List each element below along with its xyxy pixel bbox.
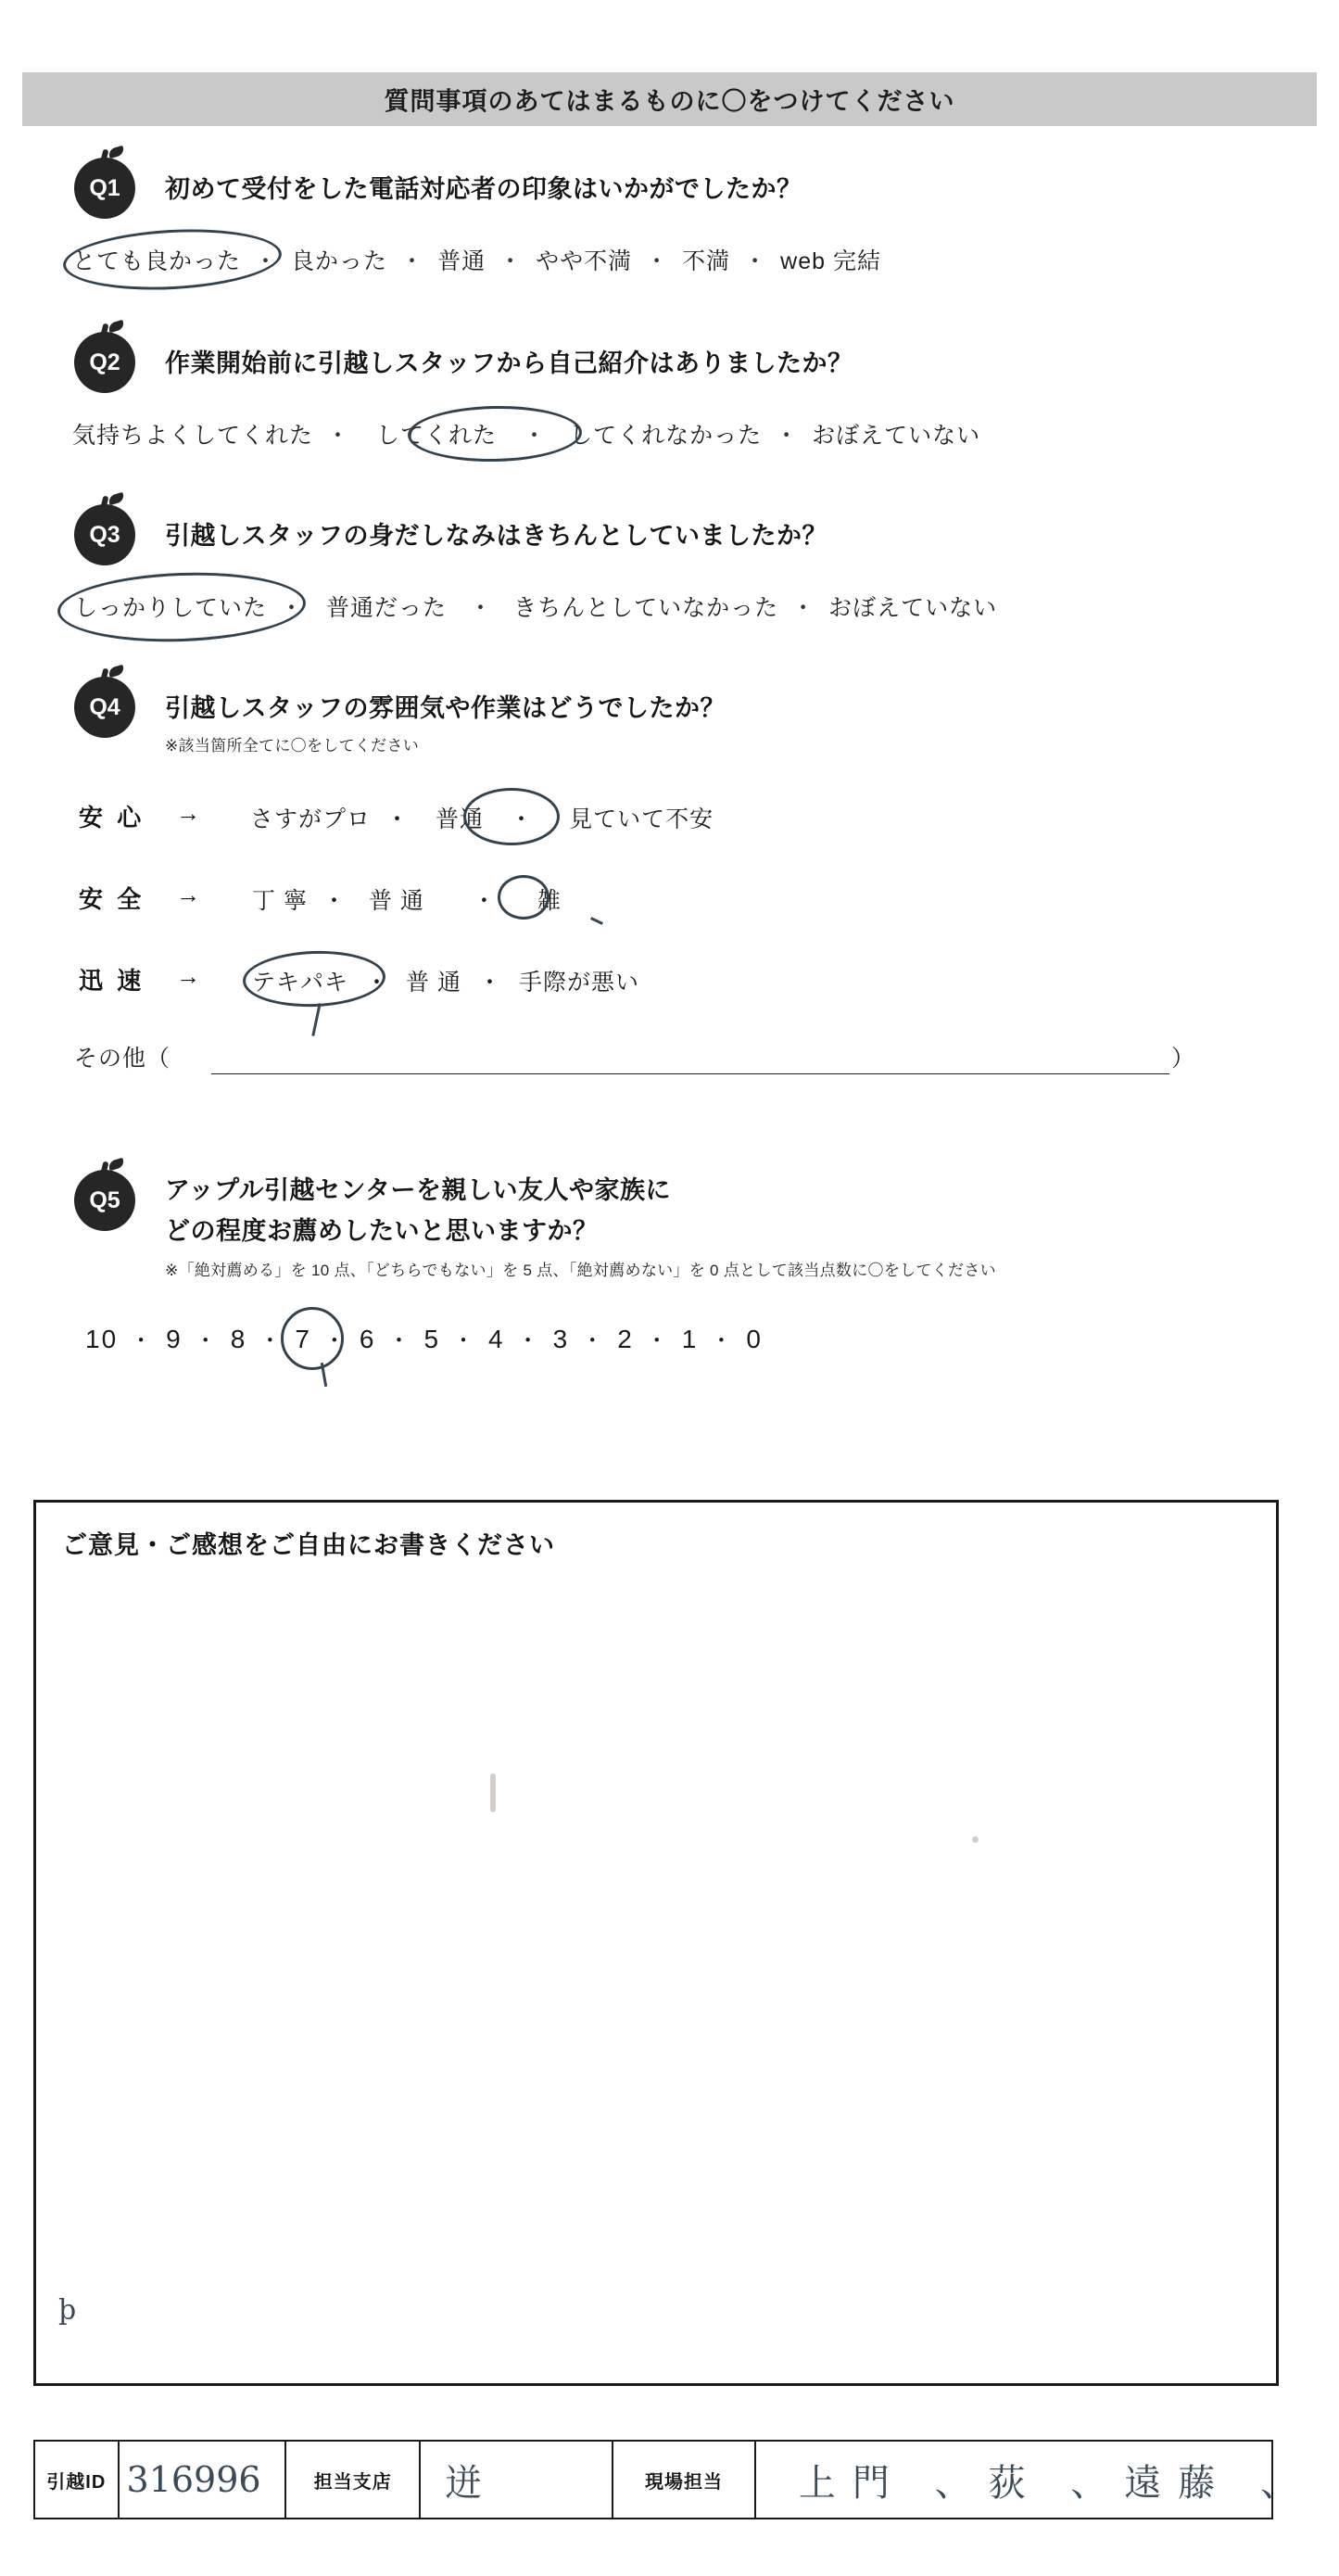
sep: ・ xyxy=(791,595,816,621)
sep: ・ xyxy=(510,806,535,832)
sep: ・ xyxy=(477,970,502,996)
q4-row2-arrow: → xyxy=(176,962,200,990)
sep: ・ xyxy=(322,888,347,914)
sep: ・ xyxy=(581,1328,606,1353)
q4-row0-options xyxy=(250,801,714,834)
q1-option-1[interactable]: 良かった xyxy=(291,248,388,274)
comment-label: ご意見・ご感想をご自由にお書きください xyxy=(62,1531,555,1559)
q3-option-3[interactable]: おぼえていない xyxy=(828,595,998,621)
q1-title: 初めて受付をした電話対応者の印象はいかがでしたか？ xyxy=(165,175,802,203)
badge-q3: Q3 xyxy=(74,504,135,565)
q4-row2-option-2[interactable]: 手際が悪い xyxy=(519,970,640,996)
sep: ・ xyxy=(499,248,524,274)
footer-branch-label: 担当支店 xyxy=(313,2471,392,2493)
sep: ・ xyxy=(452,1328,477,1353)
q4-row2-handwritten-tail xyxy=(311,1003,321,1036)
q5-scale-7[interactable]: 7 xyxy=(295,1325,311,1353)
badge-q1: Q1 xyxy=(74,158,135,219)
footer-branch-value-cell[interactable] xyxy=(421,2442,613,2518)
sep: ・ xyxy=(280,595,305,621)
q3-options xyxy=(74,590,997,623)
sep: ・ xyxy=(469,595,494,621)
q5-scale-5[interactable]: 5 xyxy=(423,1325,441,1353)
q3-title: 引越しスタッフの身だしなみはきちんとしていましたか？ xyxy=(165,522,827,550)
q4-row1-option-2[interactable]: 雑 xyxy=(537,888,562,914)
footer-id-value: 316996 xyxy=(126,2459,261,2500)
sep: ・ xyxy=(743,248,768,274)
q4-row0-option-0[interactable]: さすがプロ xyxy=(250,806,372,832)
comment-ink-mark: þ xyxy=(58,2294,77,2327)
q1-option-3[interactable]: やや不満 xyxy=(536,248,633,274)
sep: ・ xyxy=(523,423,548,449)
footer-staff-label: 現場担当 xyxy=(644,2471,723,2493)
sep: ・ xyxy=(322,1328,347,1353)
footer-staff-value: 上門 、荻 、遠藤 、 xyxy=(798,2461,1315,2505)
q4-row1-options xyxy=(252,882,562,916)
q4-row1-handwritten-tail xyxy=(590,917,603,925)
q4-row1-option-0[interactable]: 丁 寧 xyxy=(252,888,308,914)
q5-handwritten-tail xyxy=(321,1363,327,1387)
sep: ・ xyxy=(400,248,425,274)
sep: ・ xyxy=(326,423,351,449)
q4-other-label: その他（ xyxy=(74,1046,171,1072)
q4-row0-option-1[interactable]: 普通 xyxy=(436,806,485,832)
q4-row0-arrow: → xyxy=(176,799,200,827)
paper-speck xyxy=(972,1836,979,1843)
q4-row0-label: 安 心 xyxy=(79,804,145,831)
q4-row2-option-1[interactable]: 普 通 xyxy=(406,970,461,996)
footer-staff-cell xyxy=(613,2442,756,2518)
sep: ・ xyxy=(259,1328,284,1353)
q4-row2-options xyxy=(252,964,639,997)
q2-options xyxy=(72,417,980,450)
q4-other-close: ） xyxy=(1171,1046,1196,1072)
q4-row1-label: 安 全 xyxy=(79,885,145,913)
q5-scale-9[interactable]: 9 xyxy=(166,1325,183,1353)
sep: ・ xyxy=(385,806,411,832)
header-band xyxy=(22,72,1317,126)
q4-title: 引越しスタッフの雰囲気や作業はどうでしたか？ xyxy=(165,694,726,722)
badge-q4: Q4 xyxy=(74,677,135,738)
q2-option-2[interactable]: してくれなかった xyxy=(569,423,763,449)
paper-speck xyxy=(490,1773,496,1812)
footer-staff-value-cell[interactable] xyxy=(756,2442,1315,2518)
footer-row xyxy=(33,2440,1315,2519)
q3-option-2[interactable]: きちんとしていなかった xyxy=(513,595,779,621)
comment-box[interactable] xyxy=(33,1500,1279,2386)
q3-option-1[interactable]: 普通だった xyxy=(326,595,448,621)
q2-title: 作業開始前に引越しスタッフから自己紹介はありましたか？ xyxy=(165,349,853,377)
q4-row2-label: 迅 速 xyxy=(79,967,145,995)
q5-scale xyxy=(85,1322,763,1354)
footer-id-cell xyxy=(35,2442,120,2518)
q5-scale-8[interactable]: 8 xyxy=(230,1325,247,1353)
footer-branch-cell xyxy=(286,2442,421,2518)
q5-note: ※「絶対薦める」を 10 点、「どちらでもない」を 5 点、「絶対薦めない」を 0 点として該当点数に〇をしてください xyxy=(165,1262,996,1279)
footer-id-label: 引越ID xyxy=(46,2471,107,2493)
badge-q5: Q5 xyxy=(74,1170,135,1231)
sep: ・ xyxy=(472,888,497,914)
footer-branch-value: 迸 xyxy=(445,2461,483,2505)
q1-option-0[interactable]: とても良かった xyxy=(72,248,242,274)
page-title: 質問事項のあてはまるものに〇をつけてください xyxy=(384,87,955,116)
q4-other-line xyxy=(211,1073,1169,1074)
q5-scale-1[interactable]: 1 xyxy=(681,1325,699,1353)
q5-scale-4[interactable]: 4 xyxy=(488,1325,505,1353)
q5-title-line1: アップル引越センターを親しい友人や家族に xyxy=(165,1176,671,1204)
q5-scale-3[interactable]: 3 xyxy=(552,1325,570,1353)
sep: ・ xyxy=(387,1328,412,1353)
q5-scale-2[interactable]: 2 xyxy=(617,1325,634,1353)
q5-scale-6[interactable]: 6 xyxy=(359,1325,376,1353)
q5-title-line2: どの程度お薦めしたいと思いますか？ xyxy=(165,1217,599,1245)
sep: ・ xyxy=(710,1328,735,1353)
q4-row1-option-1[interactable]: 普 通 xyxy=(368,888,424,914)
sep: ・ xyxy=(254,248,279,274)
sep: ・ xyxy=(365,970,390,996)
sep: ・ xyxy=(194,1328,219,1353)
q4-row2-option-0[interactable]: テキパキ xyxy=(252,970,349,996)
q5-scale-0[interactable]: 0 xyxy=(746,1325,763,1353)
q4-note: ※該当箇所全てに〇をしてください xyxy=(165,737,420,755)
q2-option-3[interactable]: おぼえていない xyxy=(812,423,981,449)
sep: ・ xyxy=(775,423,800,449)
q3-option-0[interactable]: しっかりしていた xyxy=(74,595,268,621)
q1-option-4[interactable]: 不満 xyxy=(682,248,731,274)
q5-scale-10[interactable]: 10 xyxy=(85,1325,119,1353)
sep: ・ xyxy=(130,1328,155,1353)
q1-option-2[interactable]: 普通 xyxy=(437,248,486,274)
sep: ・ xyxy=(516,1328,541,1353)
q2-option-0[interactable]: 気持ちよくしてくれた xyxy=(72,423,314,449)
q2-option-1[interactable]: してくれた xyxy=(376,423,498,449)
sep: ・ xyxy=(645,248,670,274)
q1-option-5[interactable]: web 完結 xyxy=(780,248,881,274)
q1-options xyxy=(72,243,881,276)
q4-row1-arrow: → xyxy=(176,881,200,908)
sep: ・ xyxy=(645,1328,670,1353)
footer-id-value-cell[interactable] xyxy=(120,2442,287,2518)
q4-row0-option-2[interactable]: 見ていて不安 xyxy=(569,806,714,832)
badge-q2: Q2 xyxy=(74,332,135,393)
